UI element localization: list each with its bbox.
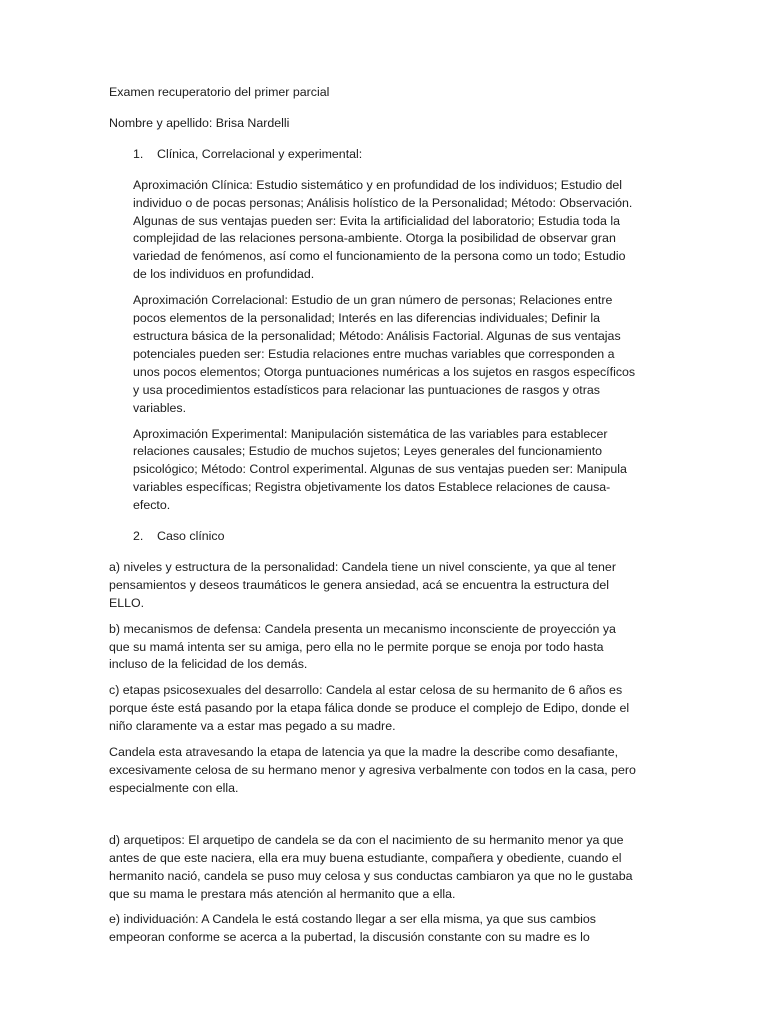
document-body: [109, 84, 637, 955]
document-title: Examen recuperatorio del primer parcial: [109, 85, 330, 99]
section-2-title: Caso clínico: [157, 529, 225, 544]
paragraph-personality-structure: a) niveles y estructura de la personalidad: Candela tiene un nivel consciente, ya que al tener pensamientos y deseos traumáticos le genera ansiedad, acá se encuentra la estructura del ELLO.: [109, 559, 616, 610]
paragraph-psychosexual-stages: c) etapas psicosexuales del desarrollo: Candela al estar celosa de su hermanito de 6 años es porque éste está pasando por la etapa fálica donde se produce el complejo de Edipo, donde el niño claramente va a estar mas pegado a su madre.: [109, 683, 630, 734]
section-2-number: 2.: [133, 529, 144, 544]
section-1-title: Clínica, Correlacional y experimental:: [157, 146, 363, 161]
paragraph-latency-stage: Candela esta atravesando la etapa de latencia ya que la madre la describe como desafiante, excesivamente celosa de su hermano menor y agresiva verbalmente con todos en la casa, pero especialmente con ella.: [109, 745, 636, 795]
section-2-heading: [133, 528, 637, 546]
blank-spacer: [109, 806, 637, 832]
paragraph-correlational-approach: Aproximación Correlacional: Estudio de un gran número de personas; Relaciones entre pocos elementos de la personalidad; Interés en las diferencias individuales; Definir la estructura básica de la personalidad; Método: Análisis Factorial. Algunas de sus ventajas potenciales pueden ser: Estudia relaciones entre muchas variables que corresponden a unos pocos elementos; Otorga puntuaciones numéricas a los sujetos en rasgos específicos y usa procedimientos estadísticos para relacionar las puntuaciones de rasgos y otras variables.: [133, 293, 636, 415]
section-1-heading: [133, 146, 637, 164]
student-name-line: Nombre y apellido: Brisa Nardelli: [109, 115, 290, 130]
paragraph-defense-mechanisms: b) mecanismos de defensa: Candela presenta un mecanismo inconsciente de proyección ya que su mamá intenta ser su amiga, pero ella no le permite porque se enoja por todo hasta incluso de la felicidad de los demás.: [109, 621, 616, 672]
paragraph-archetypes: d) arquetipos: El arquetipo de candela se da con el nacimiento de su hermanito menor ya que antes de que este naciera, ella era muy buena estudiante, compañera y obediente, cuando el hermanito nació, candela se puso muy celosa y sus conductas cambiaron ya que no le gustaba que su mama le prestara más atención al hermanito que a ella.: [109, 832, 633, 901]
paragraph-clinical-approach: Aproximación Clínica: Estudio sistemático y en profundidad de los individuos; Estudio del individuo o de pocas personas; Análisis holístico de la Personalidad; Método: Observación. Algunas de sus ventajas pueden ser: Evita la artificialidad del laboratorio; Estudia toda la complejidad de las relaciones persona-ambiente. Otorga la posibilidad de observar gran variedad de fenómenos, así como el funcionamiento de la persona como un todo; Estudio de los individuos en profundidad.: [133, 177, 633, 282]
paragraph-experimental-approach: Aproximación Experimental: Manipulación sistemática de las variables para establecer relaciones causales; Estudio de muchos sujetos; Leyes generales del funcionamiento psicológico; Método: Control experimental. Algunas de sus ventajas pueden ser: Manipula variables específicas; Registra objetivamente los datos Establece relaciones de causa-efecto.: [133, 426, 627, 513]
section-1-number: 1.: [133, 146, 144, 161]
paragraph-individuation: e) individuación: A Candela le está costando llegar a ser ella misma, ya que sus cambios empeoran conforme se acerca a la pubertad, la discusión constante con su madre es lo: [109, 912, 596, 945]
